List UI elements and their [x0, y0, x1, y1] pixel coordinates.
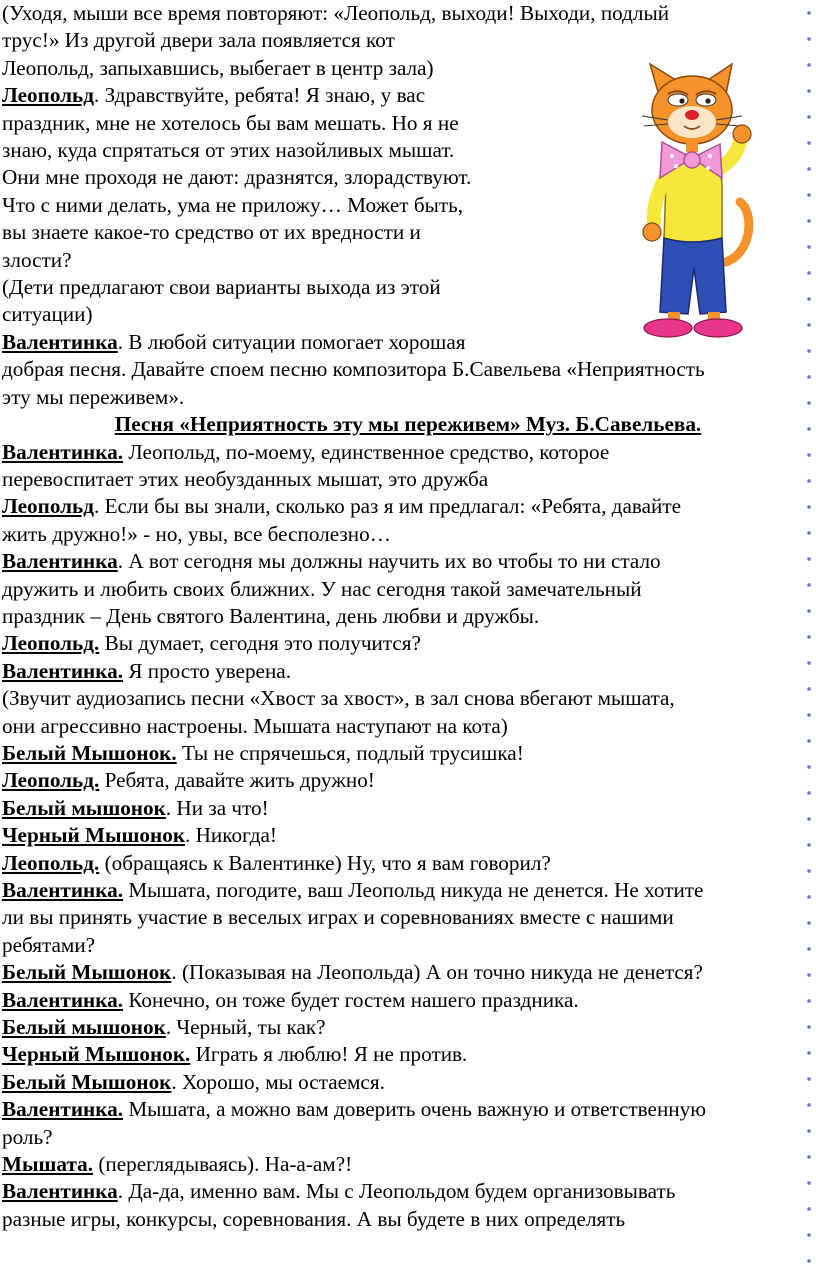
line-text: праздник – День святого Валентина, день любви и дружбы. — [2, 603, 540, 628]
line-text: Ты не спрячешься, подлый трусишка! — [176, 740, 524, 765]
text-line — [2, 1206, 814, 1233]
dialogue-line — [2, 850, 814, 877]
line-text: перевоспитает этих необузданных мышат, это дружба — [2, 466, 489, 491]
speaker-name: Белый мышонок — [2, 1015, 166, 1040]
line-text: (Звучит аудиозапись песни «Хвост за хвост», в зал снова вбегают мышата, — [2, 686, 675, 711]
text-line — [2, 164, 562, 191]
speaker-name: Черный Мышонок. — [2, 1042, 191, 1067]
line-text: разные игры, конкурсы, соревнования. А вы будете в них определять — [2, 1206, 626, 1231]
speaker-name: Леопольд — [2, 494, 94, 519]
line-text: Что с ними делать, ума не приложу… Может быть, — [2, 192, 464, 217]
text-line — [2, 521, 814, 548]
dialogue-line — [2, 1178, 814, 1205]
text-line — [2, 1124, 814, 1151]
line-text: Мышата, погодите, ваш Леопольд никуда не денется. Не хотите — [123, 878, 704, 902]
line-text: роль? — [2, 1124, 53, 1149]
line-text: Ребята, давайте жить дружно! — [99, 768, 375, 793]
dialogue-line — [2, 1014, 814, 1041]
dialogue-line — [2, 740, 814, 767]
text-line — [2, 603, 814, 630]
speaker-name: Леопольд. — [2, 850, 100, 875]
dialogue-line — [2, 795, 814, 822]
line-text: Они мне проходя не дают: дразнятся, злорадствуют. — [2, 165, 472, 190]
dialogue-line — [2, 1096, 814, 1123]
dialogue-line — [2, 1069, 814, 1096]
text-line — [2, 932, 814, 959]
line-text: знаю, куда спрятаться от этих назойливых мышат. — [2, 138, 455, 163]
dialogue-line — [2, 329, 562, 356]
dialogue-line — [2, 877, 814, 904]
speaker-name: Валентинка. — [2, 987, 124, 1012]
line-text: . А вот сегодня мы должны научить их во чтобы то ни стало — [117, 549, 661, 574]
dialogue-line — [2, 1041, 814, 1068]
speaker-name: Валентинка. — [2, 1097, 124, 1122]
text-line — [2, 192, 562, 219]
line-text: злости? — [2, 247, 72, 272]
text-line — [2, 0, 814, 27]
text-line — [2, 384, 814, 411]
line-text: Играть я люблю! Я не против. — [190, 1042, 468, 1067]
speaker-name: Валентинка. — [2, 658, 124, 683]
line-text: . (Показывая на Леопольда) А он точно никуда не денется? — [171, 960, 703, 985]
text-line — [2, 27, 814, 54]
line-text: . В любой ситуации помогает хорошая — [117, 329, 466, 354]
line-text: они агрессивно настроены. Мышата наступают на кота) — [2, 713, 508, 738]
line-text: (Уходя, мыши все время повторяют: «Леопольд, выходи! Выходи, подлый — [2, 1, 670, 25]
line-text: Вы думает, сегодня это получится? — [99, 631, 421, 656]
text-line — [2, 685, 814, 712]
leopold-cat-illustration — [628, 62, 758, 344]
line-text: Леопольд, по-моему, единственное средство, которое — [123, 439, 610, 464]
line-text: праздник, мне не хотелось бы вам мешать. Но я не — [2, 110, 459, 135]
speaker-name: Мышата. — [2, 1152, 94, 1177]
dialogue-line — [2, 658, 814, 685]
speaker-name: Леопольд — [2, 83, 94, 108]
line-text: (обращаясь к Валентинке) Ну, что я вам говорил? — [99, 850, 551, 875]
text-line — [2, 301, 562, 328]
line-text: ребятами? — [2, 932, 96, 957]
line-text: Леопольд, запыхавшись, выбегает в центр зала) — [2, 55, 434, 80]
text-line — [2, 137, 562, 164]
song-title: Песня «Неприятность эту мы переживем» Муз. Б.Савельева. — [114, 412, 702, 437]
text-line — [2, 713, 814, 740]
speaker-name: Валентинка — [2, 329, 118, 354]
line-text: . Да-да, именно вам. Мы с Леопольдом будем организовывать — [117, 1179, 676, 1204]
text-line — [2, 110, 562, 137]
speaker-name: Белый Мышонок — [2, 960, 172, 985]
dialogue-line — [2, 987, 814, 1014]
speaker-name: Белый Мышонок — [2, 1069, 172, 1094]
dialogue-line — [2, 959, 814, 986]
line-text: Я просто уверена. — [123, 658, 291, 683]
dialogue-line — [2, 767, 814, 794]
text-line — [2, 904, 814, 931]
dialogue-line — [2, 822, 814, 849]
line-text: . Хорошо, мы остаемся. — [171, 1069, 385, 1094]
line-text: . Ни за что! — [165, 795, 269, 820]
speaker-name: Белый Мышонок. — [2, 740, 177, 765]
text-line — [2, 219, 562, 246]
speaker-name: Валентинка — [2, 549, 118, 574]
line-text: жить дружно!» - но, увы, все бесполезно… — [2, 521, 391, 546]
line-text: . Если бы вы знали, сколько раз я им предлагал: «Ребята, давайте — [93, 494, 681, 519]
line-text: ситуации) — [2, 302, 93, 327]
speaker-name: Валентинка. — [2, 878, 124, 902]
speaker-name: Белый мышонок — [2, 795, 166, 820]
dialogue-line — [2, 1151, 814, 1178]
dialogue-line — [2, 82, 562, 109]
line-text: . Черный, ты как? — [165, 1015, 326, 1040]
speaker-name: Валентинка. — [2, 439, 124, 464]
line-text: вы знаете какое-то средство от их вредности и — [2, 220, 421, 245]
line-text: трус!» Из другой двери зала появляется кот — [2, 28, 395, 53]
text-line — [2, 576, 814, 603]
line-text: . Здравствуйте, ребята! Я знаю, у вас — [93, 83, 426, 108]
line-text: ли вы принять участие в веселых играх и соревнованиях вместе с нашими — [2, 905, 674, 930]
text-line — [2, 274, 562, 301]
line-text: Мышата, а можно вам доверить очень важную и ответственную — [123, 1097, 707, 1122]
line-text: дружить и любить своих ближних. У нас сегодня такой замечательный — [2, 576, 642, 601]
line-text: Конечно, он тоже будет гостем нашего праздника. — [123, 987, 579, 1012]
speaker-name: Черный Мышонок — [2, 823, 186, 848]
speaker-name: Леопольд. — [2, 768, 100, 793]
line-text: (переглядываясь). На-а-ам?! — [93, 1152, 353, 1177]
line-text: добрая песня. Давайте споем песню композитора Б.Савельева «Неприятность — [2, 357, 705, 382]
line-text: (Дети предлагают свои варианты выхода из этой — [2, 275, 441, 300]
dialogue-line — [2, 493, 814, 520]
line-text: эту мы переживем». — [2, 384, 185, 409]
text-line — [2, 356, 814, 383]
text-line — [2, 466, 814, 493]
dialogue-line — [2, 630, 814, 657]
text-line — [2, 247, 562, 274]
speaker-name: Леопольд. — [2, 631, 100, 656]
line-text: . Никогда! — [185, 823, 277, 848]
dialogue-line — [2, 548, 814, 575]
dialogue-line — [2, 439, 814, 466]
speaker-name: Валентинка — [2, 1179, 118, 1204]
